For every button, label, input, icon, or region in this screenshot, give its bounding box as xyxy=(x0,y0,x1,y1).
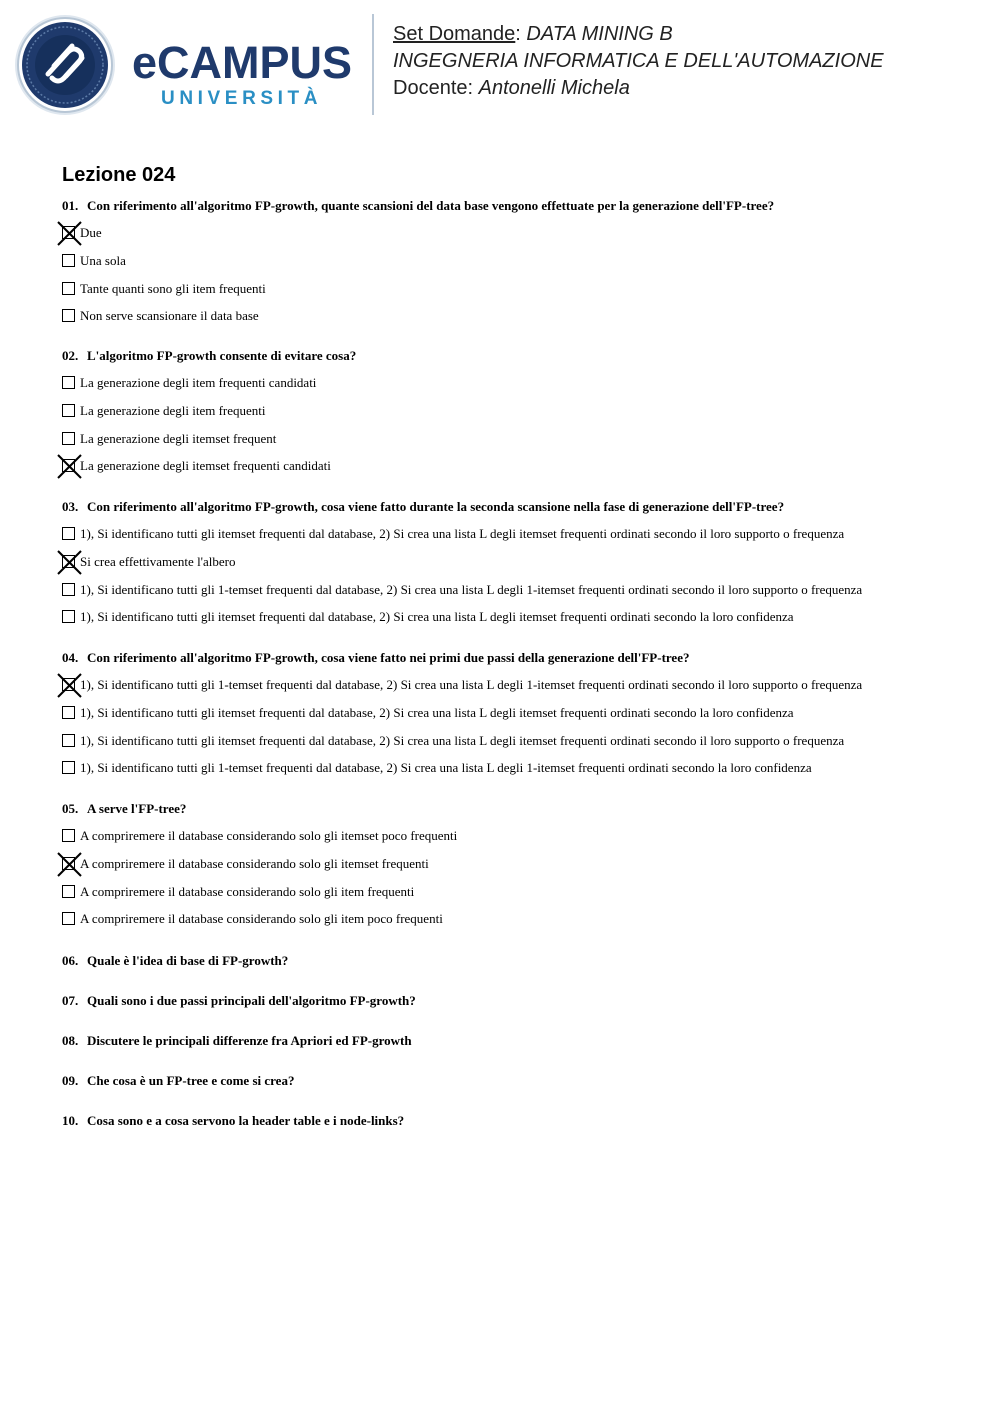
answer-option-text: 1), Si identificano tutti gli 1-temset frequenti dal database, 2) Si crea una lista L degli 1-itemset frequenti ordinati secondo il loro supporto o frequenza xyxy=(80,581,863,597)
question-text: Quali sono i due passi principali dell'algoritmo FP-growth? xyxy=(87,993,416,1008)
checkbox-icon[interactable] xyxy=(62,376,75,389)
question-text: Discutere le principali differenze fra Apriori ed FP-growth xyxy=(87,1033,412,1048)
question-number: 04. xyxy=(62,650,79,665)
question-6 xyxy=(62,953,288,969)
docente-line xyxy=(393,75,884,102)
question-8 xyxy=(62,1033,412,1049)
checked-checkbox-icon[interactable] xyxy=(62,555,75,568)
answer-option-text: A compriremere il database considerando solo gli item poco frequenti xyxy=(80,911,443,927)
answer-option-text: 1), Si identificano tutti gli itemset frequenti dal database, 2) Si crea una lista L degli itemset frequenti ordinati secondo la loro confidenza xyxy=(80,609,794,625)
lesson-title: Lezione 024 xyxy=(62,164,176,186)
set-line: Set Domande: DATA MINING B xyxy=(393,23,673,45)
answer-option-text: Non serve scansionare il data base xyxy=(80,308,259,324)
question-number: 08. xyxy=(62,1033,79,1048)
checkbox-icon[interactable] xyxy=(62,734,75,747)
question-9 xyxy=(62,1073,294,1089)
answer-option-text: Si crea effettivamente l'albero xyxy=(80,553,236,569)
checked-checkbox-icon[interactable] xyxy=(62,226,75,239)
answer-option-text: A compriremere il database considerando solo gli item frequenti xyxy=(80,883,415,899)
docente-value: Antonelli Michela xyxy=(478,77,630,99)
answer-option-text: La generazione degli item frequenti xyxy=(80,402,266,418)
checkbox-icon[interactable] xyxy=(62,404,75,417)
header-divider xyxy=(372,14,374,115)
question-7 xyxy=(62,993,416,1009)
question-number: 01. xyxy=(62,198,79,213)
question-text: Con riferimento all'algoritmo FP-growth, quante scansioni del data base vengono effettuate per la generazione dell'FP-tree? xyxy=(87,198,775,213)
answer-option-text: Una sola xyxy=(80,252,126,268)
question-text: Cosa sono e a cosa servono la header table e i node-links? xyxy=(87,1113,405,1128)
checkbox-icon[interactable] xyxy=(62,761,75,774)
checkbox-icon[interactable] xyxy=(62,254,75,267)
answer-option-text: Tante quanti sono gli item frequenti xyxy=(80,280,266,296)
document-header xyxy=(0,0,1000,130)
answer-option-text: A compriremere il database considerando solo gli itemset frequenti xyxy=(80,855,429,871)
answer-option-text: 1), Si identificano tutti gli 1-temset frequenti dal database, 2) Si crea una lista L degli 1-itemset frequenti ordinati secondo il loro supporto o frequenza xyxy=(80,677,863,692)
answer-option-text: La generazione degli itemset frequenti candidati xyxy=(80,458,331,474)
set-label: Set Domande xyxy=(393,23,516,45)
question-text: Con riferimento all'algoritmo FP-growth, cosa viene fatto nei primi due passi della generazione dell'FP-tree? xyxy=(87,650,690,665)
brand-subtitle: UNIVERSITÀ xyxy=(161,88,323,109)
answer-option-text: La generazione degli item frequenti candidati xyxy=(80,375,317,390)
checkbox-icon[interactable] xyxy=(62,527,75,540)
answer-option-text: 1), Si identificano tutti gli itemset frequenti dal database, 2) Si crea una lista L degli itemset frequenti ordinati secondo il loro supporto o frequenza xyxy=(80,732,845,748)
brand-wordmark: eCAMPUS xyxy=(132,37,353,88)
question-number: 06. xyxy=(62,953,79,968)
question-text: Con riferimento all'algoritmo FP-growth, cosa viene fatto durante la seconda scansione nella fase di generazione dell'FP-tree? xyxy=(87,499,785,514)
docente-label: Docente: xyxy=(393,77,474,99)
question-number: 03. xyxy=(62,499,79,514)
checked-checkbox-icon[interactable] xyxy=(62,678,75,691)
checkbox-icon[interactable] xyxy=(62,432,75,445)
checkbox-icon[interactable] xyxy=(62,282,75,295)
checkbox-icon[interactable] xyxy=(62,912,75,925)
course-name: INGEGNERIA INFORMATICA E DELL'AUTOMAZIONE xyxy=(393,50,884,72)
checked-checkbox-icon[interactable] xyxy=(62,459,75,472)
checkbox-icon[interactable] xyxy=(62,829,75,842)
answer-option-text: 1), Si identificano tutti gli 1-temset frequenti dal database, 2) Si crea una lista L degli 1-itemset frequenti ordinati secondo la loro confidenza xyxy=(80,760,812,776)
question-1 xyxy=(62,198,774,214)
question-text: Che cosa è un FP-tree e come si crea? xyxy=(87,1073,295,1088)
answer-option-text: 1), Si identificano tutti gli itemset frequenti dal database, 2) Si crea una lista L degli itemset frequenti ordinati secondo il loro supporto o frequenza xyxy=(80,526,845,541)
set-value: DATA MINING B xyxy=(526,23,673,45)
university-seal-logo xyxy=(14,14,116,116)
answer-option-text: Due xyxy=(80,225,102,240)
checked-checkbox-icon[interactable] xyxy=(62,857,75,870)
question-number: 07. xyxy=(62,993,79,1008)
question-5 xyxy=(62,801,186,817)
question-number: 10. xyxy=(62,1113,79,1128)
header-info xyxy=(393,21,884,102)
question-text: L'algoritmo FP-growth consente di evitare cosa? xyxy=(87,348,357,363)
question-10 xyxy=(62,1113,404,1129)
question-text: Quale è l'idea di base di FP-growth? xyxy=(87,953,289,968)
question-number: 09. xyxy=(62,1073,79,1088)
question-number: 05. xyxy=(62,801,79,816)
answer-option-text: A compriremere il database considerando solo gli itemset poco frequenti xyxy=(80,828,458,843)
checkbox-icon[interactable] xyxy=(62,885,75,898)
question-3 xyxy=(62,499,784,515)
question-number: 02. xyxy=(62,348,79,363)
answer-option-text: 1), Si identificano tutti gli itemset frequenti dal database, 2) Si crea una lista L degli itemset frequenti ordinati secondo la loro confidenza xyxy=(80,704,794,720)
checkbox-icon[interactable] xyxy=(62,706,75,719)
checkbox-icon[interactable] xyxy=(62,309,75,322)
question-text: A serve l'FP-tree? xyxy=(87,801,187,816)
question-2 xyxy=(62,348,356,364)
answer-option-text: La generazione degli itemset frequent xyxy=(80,430,277,446)
checkbox-icon[interactable] xyxy=(62,583,75,596)
question-4 xyxy=(62,650,689,666)
checkbox-icon[interactable] xyxy=(62,610,75,623)
